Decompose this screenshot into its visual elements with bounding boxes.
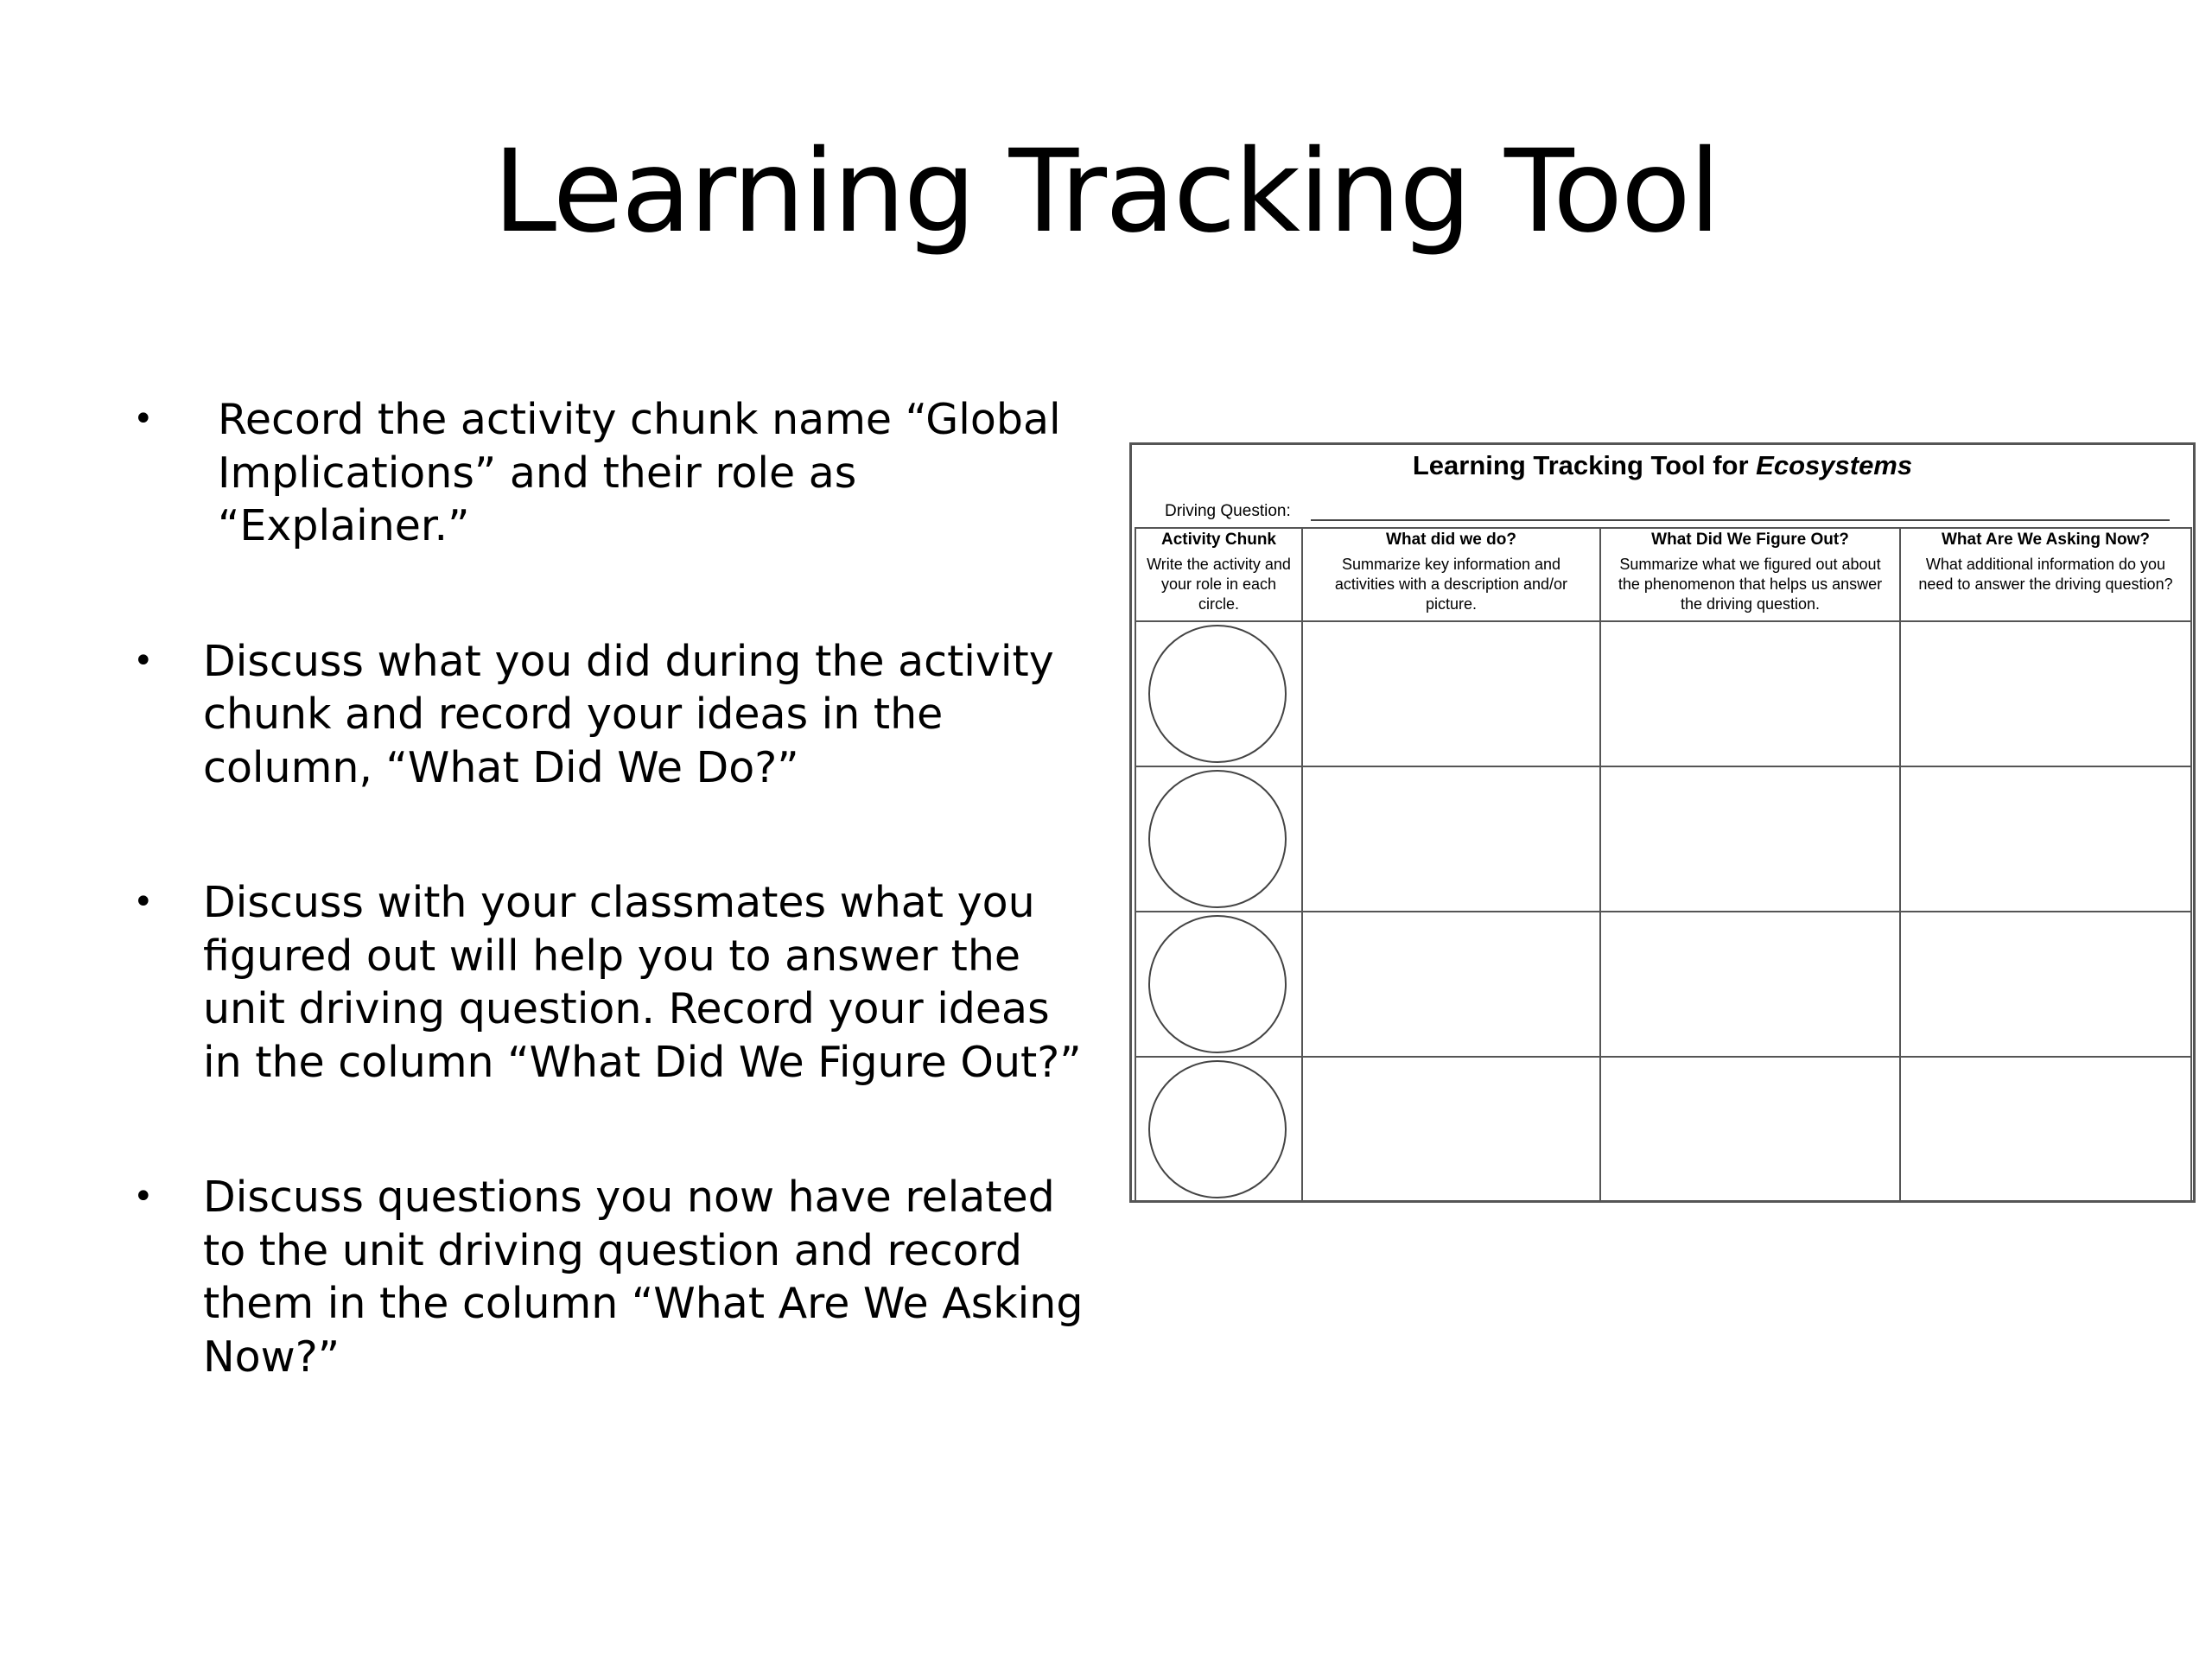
table-row — [1135, 912, 2191, 1057]
instruction-item — [130, 876, 1089, 1089]
table-row — [1135, 766, 2191, 912]
column-header-activity-chunk — [1135, 528, 1302, 621]
instruction-list — [130, 393, 1089, 1465]
table-cell — [1600, 912, 1900, 1057]
column-description: Summarize key information and activities with a description and/or picture. — [1334, 556, 1568, 613]
table-cell — [1302, 1057, 1600, 1202]
activity-circle — [1148, 625, 1287, 763]
table-row — [1135, 621, 2191, 766]
column-description: Summarize what we figured out about the phenomenon that helps us answer the driving question. — [1618, 556, 1883, 613]
instruction-text: Discuss what you did during the activity chunk and record your ideas in the column, “What Did We Do?” — [203, 636, 1054, 792]
activity-circle — [1148, 1060, 1287, 1198]
bullet-icon: • — [133, 640, 154, 681]
table-cell — [1600, 1057, 1900, 1202]
bullet-icon: • — [133, 882, 154, 922]
column-header-what-did-we-do — [1302, 528, 1600, 621]
instruction-item — [130, 393, 1089, 553]
tracking-table — [1135, 527, 2192, 1203]
table-cell — [1302, 912, 1600, 1057]
column-title: What Did We Figure Out? — [1651, 531, 1849, 549]
activity-circle — [1148, 915, 1287, 1053]
activity-cell — [1135, 766, 1302, 912]
column-title: Activity Chunk — [1160, 531, 1277, 549]
driving-question-line — [1311, 519, 2170, 521]
worksheet-title-prefix: Learning Tracking Tool for — [1412, 450, 1757, 480]
column-header-what-did-we-figure-out — [1600, 528, 1900, 621]
activity-cell — [1135, 912, 1302, 1057]
table-header-row — [1135, 528, 2191, 621]
activity-cell — [1135, 1057, 1302, 1202]
table-cell — [1302, 621, 1600, 766]
column-title: What did we do? — [1386, 531, 1516, 549]
bullet-icon: • — [133, 1177, 154, 1217]
table-cell — [1302, 766, 1600, 912]
column-header-what-are-we-asking-now — [1900, 528, 2191, 621]
bullet-icon: • — [133, 399, 154, 439]
column-title: What Are We Asking Now? — [1941, 531, 2151, 549]
column-description: What additional information do you need to answer the driving question? — [1918, 556, 2173, 593]
table-cell — [1900, 766, 2191, 912]
table-cell — [1600, 621, 1900, 766]
instruction-text: Discuss with your classmates what you figured out will help you to answer the unit driving question. Record your ideas in the column “What Did We Figure Out?” — [203, 878, 1082, 1087]
worksheet-image — [1129, 442, 2196, 1203]
table-cell — [1900, 1057, 2191, 1202]
driving-question-label: Driving Question: — [1165, 502, 1291, 520]
table-row — [1135, 1057, 2191, 1202]
activity-cell — [1135, 621, 1302, 766]
slide-title: Learning Tracking Tool — [493, 125, 1719, 258]
instruction-item — [130, 635, 1089, 795]
worksheet-title-topic: Ecosystems — [1756, 450, 1913, 480]
table-cell — [1900, 621, 2191, 766]
table-cell — [1900, 912, 2191, 1057]
instruction-text: Record the activity chunk name “Global Implications” and their role as “Explainer.” — [218, 395, 1061, 550]
worksheet-title — [1132, 450, 2193, 481]
instruction-item — [130, 1171, 1089, 1383]
column-description: Write the activity and your role in each circle. — [1147, 556, 1291, 613]
instruction-text: Discuss questions you now have related to the unit driving question and record them in the column “What Are We Asking Now?” — [203, 1173, 1084, 1382]
table-cell — [1600, 766, 1900, 912]
activity-circle — [1148, 770, 1287, 908]
